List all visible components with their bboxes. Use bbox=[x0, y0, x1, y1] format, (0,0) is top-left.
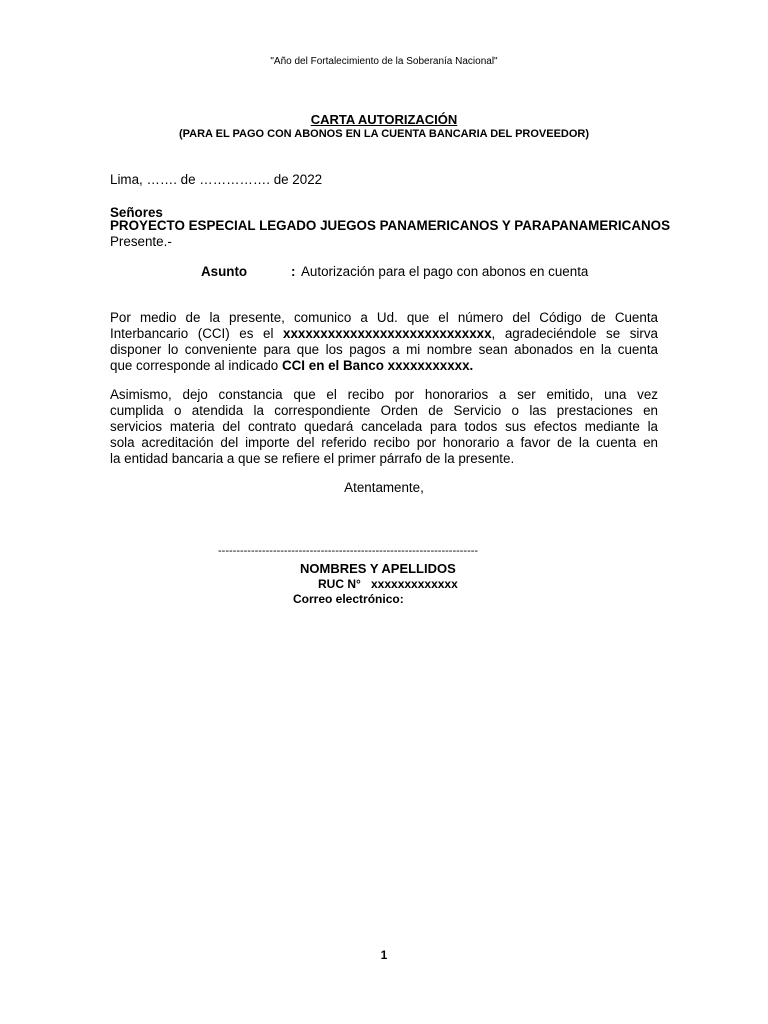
paragraph-line: sola acreditación del importe del referido recibo por honorario a favor de la cuenta en bbox=[110, 435, 658, 450]
paragraph-line bbox=[110, 358, 658, 374]
page-number: 1 bbox=[380, 948, 388, 962]
paragraph-line: la entidad bancaria a que se refiere el primer párrafo de la presente. bbox=[110, 451, 515, 466]
paragraph-line: cumplida o atendida la correspondiente Orden de Servicio o las prestaciones en bbox=[110, 403, 658, 418]
subject-separator: : bbox=[291, 264, 296, 279]
signature-line: ----------------------------------------------------------------------- bbox=[218, 545, 479, 557]
paragraph-text: que corresponde al indicado bbox=[110, 358, 282, 373]
letter-subtitle: (PARA EL PAGO CON ABONOS EN LA CUENTA BANCARIA DEL PROVEEDOR) bbox=[178, 128, 590, 140]
cci-bank: CCI en el Banco xxxxxxxxxxx. bbox=[281, 358, 474, 373]
paragraph-line: Asimismo, dejo constancia que el recibo por honorarios a ser emitido, una vez bbox=[110, 387, 658, 402]
date-line: Lima, ……. de ……………. de 2022 bbox=[110, 172, 323, 187]
subject-text: Autorización para el pago con abonos en cuenta bbox=[301, 264, 589, 279]
presente-line: Presente.- bbox=[110, 234, 172, 249]
cci-number: xxxxxxxxxxxxxxxxxxxxxxxxxxxx bbox=[283, 326, 492, 341]
ruc-value: xxxxxxxxxxxxx bbox=[371, 577, 458, 591]
signature-name: NOMBRES Y APELLIDOS bbox=[300, 561, 456, 576]
ruc-label: RUC N° bbox=[318, 577, 361, 591]
header-motto: "Año del Fortalecimiento de la Soberanía Nacional" bbox=[270, 56, 498, 67]
paragraph-text: Interbancario (CCI) es el bbox=[110, 326, 284, 341]
salutation: Señores bbox=[110, 205, 163, 220]
paragraph-line: disponer lo conveniente para que los pagos a mi nombre sean abonados en la cuenta bbox=[110, 342, 658, 357]
closing: Atentamente, bbox=[344, 480, 424, 495]
letter-title: CARTA AUTORIZACIÓN bbox=[310, 112, 458, 127]
addressee-entity: PROYECTO ESPECIAL LEGADO JUEGOS PANAMERICANOS Y PARAPANAMERICANOS bbox=[110, 218, 671, 233]
subject-label: Asunto bbox=[201, 264, 248, 279]
email-label: Correo electrónico: bbox=[293, 592, 404, 606]
paragraph-line: servicios materia del contrato quedará cancelada para todos sus efectos mediante la bbox=[110, 419, 658, 434]
paragraph-receipt bbox=[110, 387, 658, 467]
paragraph-cci bbox=[110, 310, 658, 374]
paragraph-text: , agradeciéndole se sirva bbox=[491, 326, 658, 341]
paragraph-line bbox=[110, 326, 658, 342]
paragraph-line: Por medio de la presente, comunico a Ud. que el número del Código de Cuenta bbox=[110, 310, 658, 325]
